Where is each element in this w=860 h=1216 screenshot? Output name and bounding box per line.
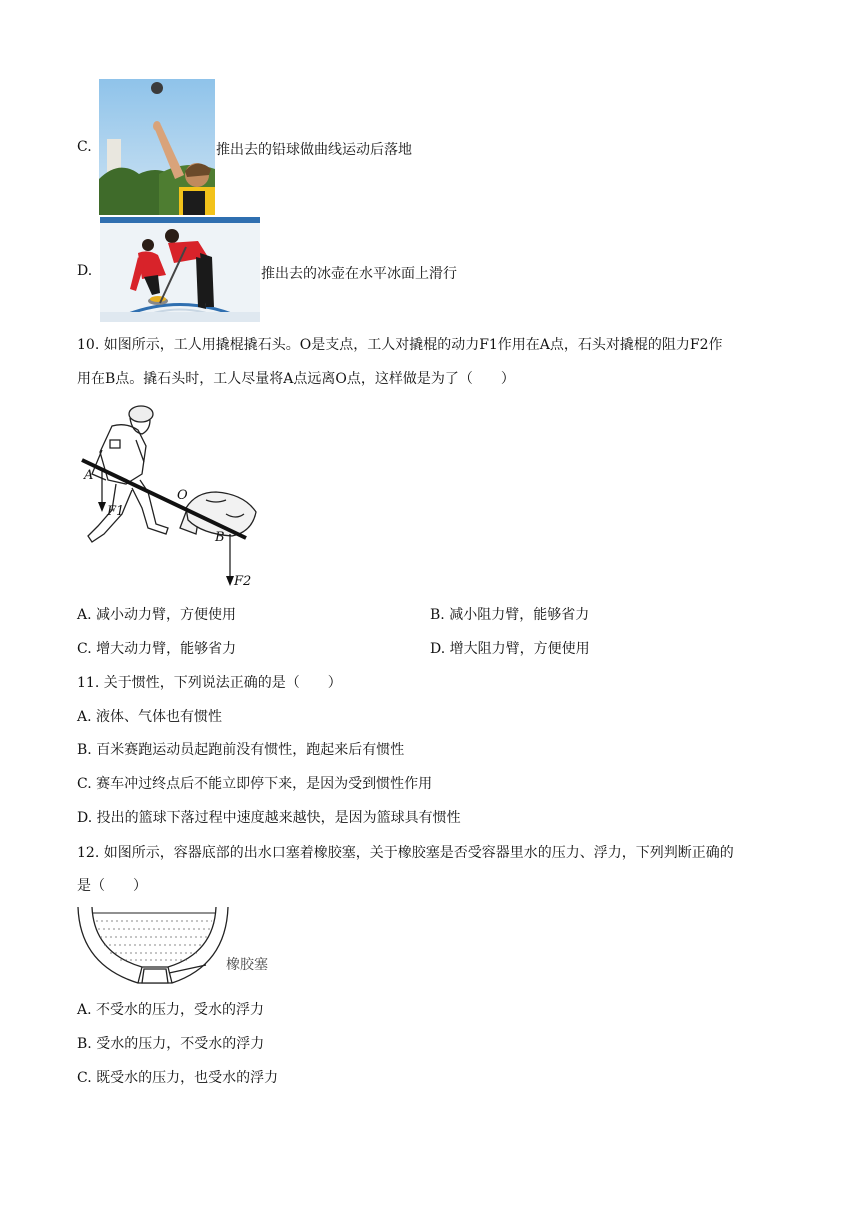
option-d-text: 推出去的冰壶在水平冰面上滑行	[261, 266, 457, 282]
q10-option-d-text: 增大阻力臂，方便使用	[449, 641, 590, 657]
q12-option-c	[77, 1068, 278, 1088]
option-c-letter: C.	[77, 139, 92, 155]
q11-option-b-letter: B.	[77, 742, 92, 758]
q12-option-c-letter: C.	[77, 1070, 92, 1086]
option-d-letter: D.	[77, 263, 93, 279]
q12-option-a-text: 不受水的压力，受水的浮力	[96, 1002, 265, 1018]
q12-option-b-text: 受水的压力，不受水的浮力	[96, 1036, 265, 1052]
q12-option-b	[77, 1034, 264, 1054]
q11-option-c	[77, 774, 432, 794]
q11-option-d-letter: D.	[77, 810, 93, 826]
q12-option-a-letter: A.	[77, 1002, 92, 1018]
shot-put-photo	[99, 79, 215, 215]
q12-stem-line2-text: 是（ ）	[77, 878, 147, 894]
q11-stem	[77, 673, 342, 693]
q10-option-b	[430, 605, 589, 625]
curling-photo	[100, 217, 260, 322]
q11-option-d	[77, 808, 461, 828]
q12-stem-line1-text: 12. 如图所示，容器底部的出水口塞着橡胶塞，关于橡胶塞是否受容器里水的压力、浮力，下列判断正确的	[77, 845, 734, 861]
rubber-stopper-label: 橡胶塞	[226, 957, 268, 973]
crowbar-figure	[76, 400, 266, 590]
q11-option-c-letter: C.	[77, 776, 92, 792]
q10-option-b-text: 减小阻力臂，能够省力	[449, 607, 590, 623]
q11-option-a-letter: A.	[77, 709, 92, 725]
q11-option-b-text: 百米赛跑运动员起跑前没有惯性，跑起来后有惯性	[96, 742, 405, 758]
q11-option-a	[77, 707, 222, 727]
container-figure	[76, 905, 286, 987]
q10-option-c-letter: C.	[77, 641, 92, 657]
q12-option-b-letter: B.	[77, 1036, 92, 1052]
q10-option-c-text: 增大动力臂，能够省力	[96, 641, 237, 657]
q10-option-c	[77, 639, 236, 659]
label-f2: F2	[234, 574, 252, 589]
label-a: A	[84, 468, 94, 483]
q12-option-a	[77, 1000, 264, 1020]
q12-stem-line1	[77, 843, 734, 863]
q10-option-d-letter: D.	[430, 641, 446, 657]
q11-stem-text: 11. 关于惯性，下列说法正确的是（ ）	[77, 675, 342, 691]
label-b: B	[215, 530, 225, 545]
q10-option-a-letter: A.	[77, 607, 92, 623]
option-c-text: 推出去的铅球做曲线运动后落地	[216, 142, 412, 158]
q11-option-b	[77, 740, 404, 760]
q11-option-c-text: 赛车冲过终点后不能立即停下来，是因为受到惯性作用	[96, 776, 433, 792]
q11-option-d-text: 投出的篮球下落过程中速度越来越快，是因为篮球具有惯性	[96, 810, 461, 826]
q10-stem-line1-text: 10. 如图所示，工人用撬棍撬石头。O是支点，工人对撬棍的动力F1作用在A点，石头对撬棍的阻力F2作	[77, 337, 723, 353]
label-f1: F1	[107, 504, 125, 519]
q10-stem-line2-text: 用在B点。撬石头时，工人尽量将A点远离O点，这样做是为了（ ）	[77, 371, 515, 387]
q11-option-a-text: 液体、气体也有惯性	[96, 709, 223, 725]
q12-stem-line2	[77, 876, 147, 896]
q10-stem-line2	[77, 369, 515, 389]
q10-option-b-letter: B.	[430, 607, 445, 623]
q10-option-d	[430, 639, 590, 659]
q12-option-c-text: 既受水的压力，也受水的浮力	[96, 1070, 279, 1086]
q10-stem-line1	[77, 335, 723, 355]
q10-option-a-text: 减小动力臂，方便使用	[96, 607, 237, 623]
q10-option-a	[77, 605, 236, 625]
label-o: O	[177, 488, 188, 503]
